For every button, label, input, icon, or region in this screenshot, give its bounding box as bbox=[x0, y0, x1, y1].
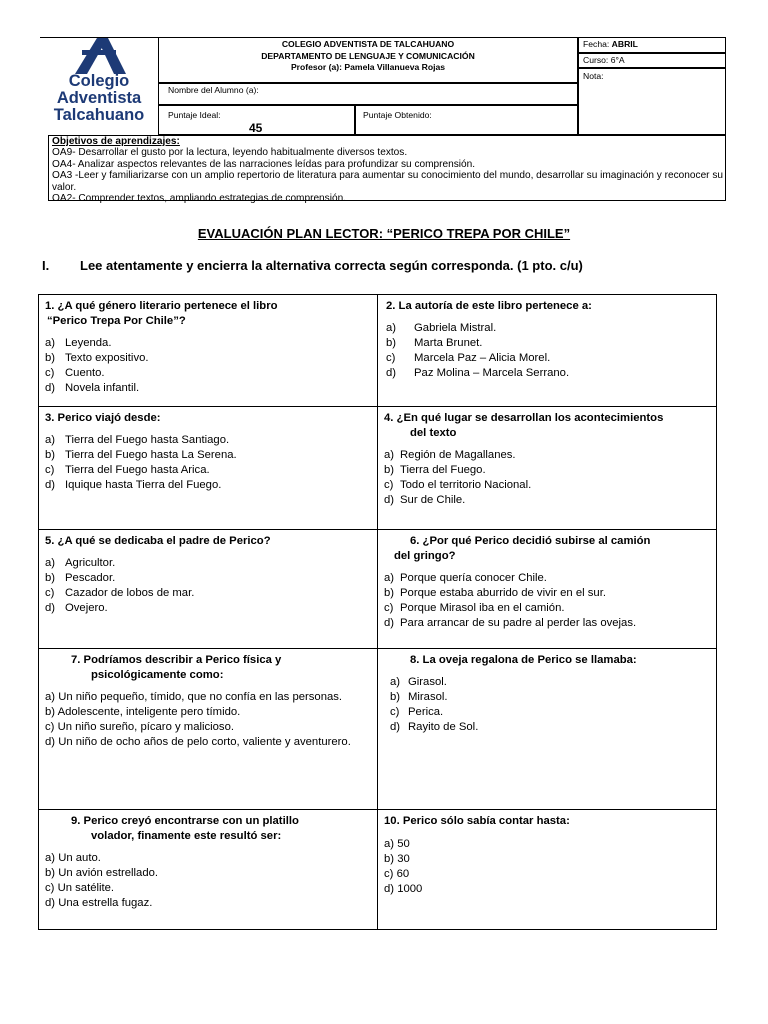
option-c[interactable]: c) Marcela Paz – Alicia Morel. bbox=[386, 352, 551, 364]
option-c[interactable]: c) Tierra del Fuego hasta Arica. bbox=[45, 464, 210, 476]
question-9 bbox=[38, 809, 378, 930]
option-d[interactable]: d) Ovejero. bbox=[45, 602, 108, 614]
question-2 bbox=[377, 294, 717, 407]
question-text: psicológicamente como: bbox=[91, 669, 224, 681]
objetivo-line: OA2- Comprender textos, ampliando estrategias de comprensión. bbox=[52, 193, 346, 205]
option-a[interactable]: a) Un auto. bbox=[45, 852, 101, 864]
option-b[interactable]: b) Pescador. bbox=[45, 572, 116, 584]
question-text: del texto bbox=[410, 427, 457, 439]
question-3 bbox=[38, 406, 378, 530]
question-text: 6. ¿Por qué Perico decidió subirse al camión bbox=[410, 535, 651, 547]
option-a[interactable]: a) Porque quería conocer Chile. bbox=[384, 572, 547, 584]
question-8 bbox=[377, 648, 717, 810]
logo-text-1: Colegio bbox=[68, 72, 130, 90]
curso-value: 6°A bbox=[610, 55, 625, 65]
option-c[interactable]: c) Cuento. bbox=[45, 367, 105, 379]
question-text: 10. Perico sólo sabía contar hasta: bbox=[384, 815, 570, 827]
option-b[interactable]: b) Adolescente, inteligente pero tímido. bbox=[45, 706, 241, 718]
option-b[interactable]: b) Marta Brunet. bbox=[386, 337, 483, 349]
question-1 bbox=[38, 294, 378, 407]
option-c[interactable]: c) Cazador de lobos de mar. bbox=[45, 587, 195, 599]
option-d[interactable]: d) Sur de Chile. bbox=[384, 494, 466, 506]
fecha-cell bbox=[578, 37, 726, 53]
option-c[interactable]: c) Porque Mirasol iba en el camión. bbox=[384, 602, 565, 614]
question-5 bbox=[38, 529, 378, 649]
objetivo-line: OA9- Desarrollar el gusto por la lectura, leyendo habitualmente diversos textos. bbox=[52, 147, 408, 159]
option-b[interactable]: b) Porque estaba aburrido de vivir en el sur. bbox=[384, 587, 606, 599]
option-a[interactable]: a) Agricultor. bbox=[45, 557, 116, 569]
option-d[interactable]: d) Una estrella fugaz. bbox=[45, 897, 153, 909]
question-text: “Perico Trepa Por Chile”? bbox=[47, 315, 186, 327]
school-info-cell bbox=[158, 37, 578, 83]
objetivo-line: OA3 -Leer y familiarizarse con un amplio repertorio de literatura para aumentar su conocimiento del mundo, desarrollar su imaginación y reconocer su valor. bbox=[52, 170, 724, 193]
question-text: volador, finamente este resultó ser: bbox=[91, 830, 282, 842]
option-c[interactable]: c) Un niño sureño, pícaro y malicioso. bbox=[45, 721, 235, 733]
question-text: del gringo? bbox=[394, 550, 456, 562]
question-7 bbox=[38, 648, 378, 810]
logo-text-3: Talcahuano bbox=[53, 106, 145, 124]
school-logo bbox=[40, 38, 158, 132]
objetivos-box bbox=[48, 135, 726, 205]
option-a[interactable]: a) Girasol. bbox=[390, 676, 447, 688]
option-d[interactable]: d) Novela infantil. bbox=[45, 382, 140, 394]
nota-label: Nota: bbox=[583, 71, 604, 81]
question-text: 1. ¿A qué género literario pertenece el libro bbox=[45, 300, 278, 312]
option-d[interactable]: d) Para arrancar de su padre al perder las ovejas. bbox=[384, 617, 637, 629]
option-b[interactable]: b) Tierra del Fuego hasta La Serena. bbox=[45, 449, 237, 461]
option-a[interactable]: a) Tierra del Fuego hasta Santiago. bbox=[45, 434, 230, 446]
option-b[interactable]: b) Texto expositivo. bbox=[45, 352, 149, 364]
curso-cell bbox=[578, 53, 726, 68]
instruction-number: I. bbox=[42, 258, 50, 273]
puntaje-ideal-value: 45 bbox=[249, 121, 263, 135]
option-a[interactable]: a) 50 bbox=[384, 838, 410, 850]
puntaje-ideal-label: Puntaje Ideal: bbox=[168, 110, 221, 120]
nota-cell[interactable] bbox=[578, 68, 726, 135]
logo-top-border bbox=[40, 37, 158, 38]
option-c[interactable]: c) Un satélite. bbox=[45, 882, 115, 894]
option-a[interactable]: a) Gabriela Mistral. bbox=[386, 322, 497, 334]
instruction-text: Lee atentamente y encierra la alternativa correcta según corresponda. (1 pto. c/u) bbox=[80, 258, 583, 273]
option-c[interactable]: c) Perica. bbox=[390, 706, 444, 718]
option-c[interactable]: c) 60 bbox=[384, 868, 410, 880]
objetivo-line: OA4- Analizar aspectos relevantes de las narraciones leídas para profundizar su comprensión. bbox=[52, 158, 476, 170]
nombre-alumno-field[interactable] bbox=[158, 83, 578, 105]
question-6 bbox=[377, 529, 717, 649]
question-text: 5. ¿A qué se dedicaba el padre de Perico? bbox=[45, 535, 271, 547]
teacher-name: Profesor (a): Pamela Villanueva Rojas bbox=[290, 62, 446, 72]
puntaje-ideal-cell bbox=[158, 105, 355, 135]
question-text: 4. ¿En qué lugar se desarrollan los acontecimientos bbox=[384, 412, 664, 424]
logo-a-icon bbox=[68, 38, 126, 74]
department-name: DEPARTAMENTO DE LENGUAJE Y COMUNICACIÓN bbox=[261, 50, 475, 61]
page-title: EVALUACIÓN PLAN LECTOR: “PERICO TREPA POR CHILE” bbox=[197, 226, 571, 241]
objetivos-title: Objetivos de aprendizajes: bbox=[52, 136, 180, 147]
fecha-label: Fecha: bbox=[583, 39, 610, 49]
question-text: 3. Perico viajó desde: bbox=[45, 412, 161, 424]
option-d[interactable]: d) Rayito de Sol. bbox=[390, 721, 479, 733]
question-text: 2. La autoría de este libro pertenece a: bbox=[386, 300, 592, 312]
option-d[interactable]: d) Paz Molina – Marcela Serrano. bbox=[386, 367, 570, 379]
nombre-label: Nombre del Alumno (a): bbox=[168, 85, 259, 95]
question-10 bbox=[377, 809, 717, 930]
option-b[interactable]: b) 30 bbox=[384, 853, 410, 865]
option-a[interactable]: a) Leyenda. bbox=[45, 337, 112, 349]
option-a[interactable]: a) Un niño pequeño, tímido, que no confía en las personas. bbox=[45, 691, 343, 703]
option-d[interactable]: d) Un niño de ocho años de pelo corto, valiente y aventurero. bbox=[45, 736, 351, 748]
logo-text-2: Adventista bbox=[56, 89, 142, 107]
curso-label: Curso: bbox=[583, 55, 609, 65]
option-b[interactable]: b) Mirasol. bbox=[390, 691, 448, 703]
question-4 bbox=[377, 406, 717, 530]
puntaje-obtenido-field[interactable] bbox=[355, 105, 578, 135]
option-b[interactable]: b) Tierra del Fuego. bbox=[384, 464, 486, 476]
instruction bbox=[42, 258, 583, 273]
option-c[interactable]: c) Todo el territorio Nacional. bbox=[384, 479, 532, 491]
fecha-value: ABRIL bbox=[611, 39, 638, 49]
question-text: 9. Perico creyó encontrarse con un platillo bbox=[71, 815, 299, 827]
option-a[interactable]: a) Región de Magallanes. bbox=[384, 449, 516, 461]
question-text: 8. La oveja regalona de Perico se llamaba: bbox=[410, 654, 637, 666]
option-b[interactable]: b) Un avión estrellado. bbox=[45, 867, 159, 879]
option-d[interactable]: d) 1000 bbox=[384, 883, 423, 895]
question-text: 7. Podríamos describir a Perico física y bbox=[71, 654, 282, 666]
option-d[interactable]: d) Iquique hasta Tierra del Fuego. bbox=[45, 479, 222, 491]
school-name: COLEGIO ADVENTISTA DE TALCAHUANO bbox=[281, 39, 455, 49]
puntaje-obtenido-label: Puntaje Obtenido: bbox=[363, 110, 432, 120]
